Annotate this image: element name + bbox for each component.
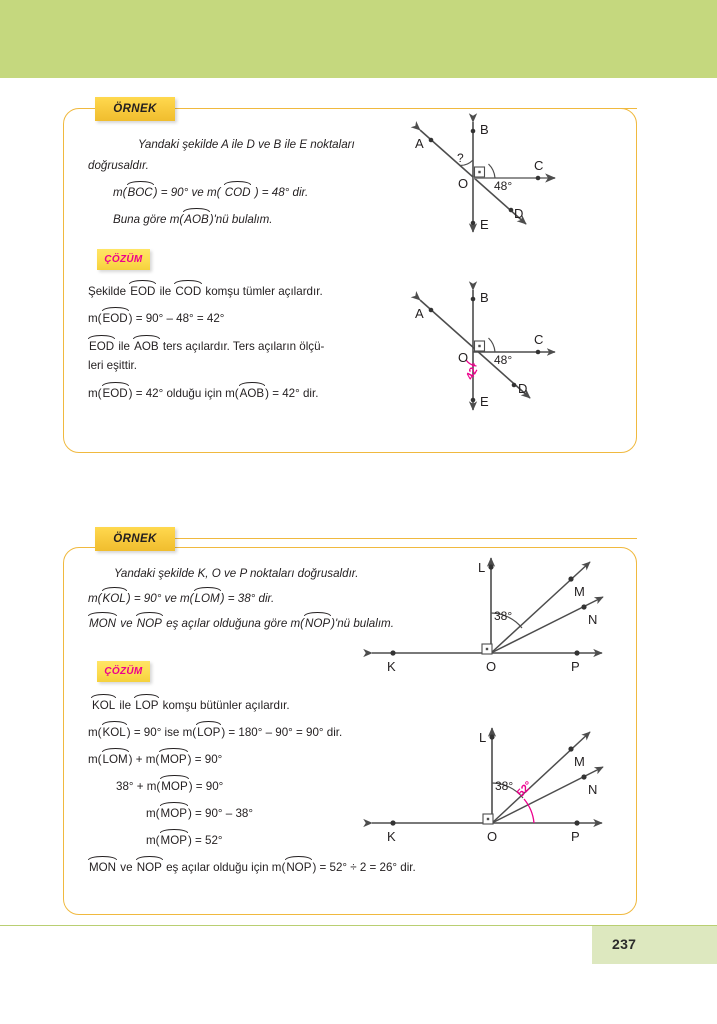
example-1-statement-line-4 bbox=[113, 212, 273, 227]
figure-2-label-a: A bbox=[415, 306, 424, 321]
arc-cod bbox=[489, 164, 496, 178]
angle-eod: EOD bbox=[89, 340, 115, 353]
figure-1-label-c: C bbox=[534, 158, 544, 173]
angle-boc: BOC bbox=[127, 186, 153, 199]
eq-mid: ) = 90° ve m( bbox=[153, 186, 224, 199]
example-1-statement-line-1 bbox=[138, 137, 355, 152]
eq-suffix: ters açılardır. Ters açıların ölçü- bbox=[159, 340, 325, 353]
ray-om bbox=[492, 732, 590, 823]
ray-on bbox=[491, 597, 603, 653]
angle-kol: KOL bbox=[92, 699, 116, 712]
figure-3-label-m: M bbox=[574, 584, 585, 599]
angle-mop: MOP bbox=[160, 834, 187, 847]
example-2-statement-line-1 bbox=[114, 566, 358, 581]
eq-prefix: Şekilde bbox=[88, 285, 130, 298]
page-header-band bbox=[0, 0, 717, 78]
example-1-badge-label: ÖRNEK bbox=[113, 103, 157, 115]
figure-4-angle-38: 38° bbox=[495, 779, 514, 793]
example-2-statement-text-1: Yandaki şekilde K, O ve P noktaları doğrusaldır. bbox=[114, 567, 359, 580]
figure-1-label-d: D bbox=[514, 206, 524, 221]
point-p bbox=[574, 820, 579, 825]
eq-suffix: ) = 42° dir. bbox=[265, 387, 319, 400]
angle-mon: MON bbox=[89, 617, 117, 630]
example-2-badge-label: ÖRNEK bbox=[113, 533, 157, 545]
eq-suffix: ) = 90° bbox=[188, 780, 224, 793]
page-number-box bbox=[592, 926, 717, 964]
point-e bbox=[471, 221, 476, 226]
point-a bbox=[429, 308, 434, 313]
angle-mop: MOP bbox=[161, 780, 188, 793]
angle-kol: KOL bbox=[102, 726, 126, 739]
eq-suffix: ) = 52° ÷ 2 = 26° dir. bbox=[312, 861, 416, 874]
ray-on bbox=[492, 767, 603, 823]
right-angle-dot bbox=[478, 171, 480, 173]
point-k bbox=[390, 650, 395, 655]
eq-suffix: )'nü bulalım. bbox=[209, 213, 273, 226]
figure-3 bbox=[362, 552, 612, 682]
eq-mid: ile bbox=[156, 285, 175, 298]
angle-lop: LOP bbox=[197, 726, 221, 739]
ray-om bbox=[491, 562, 590, 653]
figure-3-label-p: P bbox=[571, 659, 580, 674]
figure-3-angle-38: 38° bbox=[494, 609, 513, 623]
point-k bbox=[390, 820, 395, 825]
figure-4-label-o: O bbox=[487, 829, 498, 844]
eq-prefix: Buna göre m( bbox=[113, 213, 184, 226]
figure-3-label-l: L bbox=[478, 560, 486, 575]
figure-2-label-d: D bbox=[518, 381, 528, 396]
angle-nop-2: NOP bbox=[286, 861, 312, 874]
eq-suffix: ) = 38° dir. bbox=[220, 592, 275, 605]
figure-4-label-p: P bbox=[571, 829, 580, 844]
figure-1-label-a: A bbox=[415, 136, 424, 151]
eq-suffix: ) = 90° – 38° bbox=[187, 807, 253, 820]
right-angle-dot bbox=[478, 345, 480, 347]
solution-2-line-7 bbox=[88, 860, 416, 875]
angle-lom: LOM bbox=[102, 753, 128, 766]
angle-eod: EOD bbox=[102, 312, 128, 325]
figure-2-label-c: C bbox=[534, 332, 544, 347]
eq-prefix: m( bbox=[88, 387, 102, 400]
eq-suffix: komşu tümler açılardır. bbox=[202, 285, 323, 298]
eq-prefix: m( bbox=[88, 312, 102, 325]
point-m bbox=[568, 746, 573, 751]
eq-prefix: m( bbox=[88, 726, 102, 739]
figure-3-label-k: K bbox=[387, 659, 396, 674]
page-number: 237 bbox=[612, 936, 637, 952]
eq-prefix: m( bbox=[88, 753, 102, 766]
solution-1-line-1 bbox=[88, 284, 323, 299]
eq-mid: ) = 42° olduğu için m( bbox=[128, 387, 239, 400]
eq-mid: ) + m( bbox=[128, 753, 160, 766]
example-1-rule bbox=[175, 108, 637, 109]
solution-2-line-4 bbox=[116, 779, 223, 794]
figure-4-label-k: K bbox=[387, 829, 396, 844]
eq-suffix: )'nü bulalım. bbox=[331, 617, 394, 630]
figure-1-label-e: E bbox=[480, 217, 489, 232]
angle-aob: AOB bbox=[184, 213, 209, 226]
eq-mid: ) = 90° ve m( bbox=[126, 592, 194, 605]
figure-4-label-m: M bbox=[574, 754, 585, 769]
angle-nop-2: NOP bbox=[305, 617, 331, 630]
figure-1 bbox=[398, 112, 558, 247]
figure-2 bbox=[398, 278, 558, 428]
eq-mid-2: eş açılar olduğu için m( bbox=[162, 861, 286, 874]
solution-2-line-1 bbox=[91, 698, 290, 713]
eq-prefix: m( bbox=[88, 592, 102, 605]
figure-1-angle-48: 48° bbox=[494, 179, 513, 193]
point-b bbox=[471, 129, 476, 134]
angle-cod: COD bbox=[224, 186, 251, 199]
solution-1-line-5 bbox=[88, 386, 318, 401]
example-1-statement-text-1: Yandaki şekilde A ile D ve B ile E noktaları bbox=[138, 138, 355, 151]
angle-eod: EOD bbox=[130, 285, 156, 298]
figure-3-label-n: N bbox=[588, 612, 598, 627]
figure-2-label-o: O bbox=[458, 350, 469, 365]
point-e bbox=[471, 398, 476, 403]
right-angle-dot bbox=[487, 818, 489, 820]
point-d bbox=[509, 208, 514, 213]
solution-2-badge bbox=[97, 661, 150, 682]
example-2-badge bbox=[95, 527, 175, 551]
solution-2-line-3 bbox=[88, 752, 222, 767]
angle-eod: EOD bbox=[102, 387, 128, 400]
solution-2-line-6 bbox=[146, 833, 223, 848]
figure-2-label-e: E bbox=[480, 394, 489, 409]
example-1-badge bbox=[95, 97, 175, 121]
eq-suffix: ) = 52° bbox=[187, 834, 223, 847]
point-n bbox=[581, 774, 586, 779]
figure-1-label-o: O bbox=[458, 176, 469, 191]
eq-prefix: m( bbox=[146, 807, 160, 820]
point-a bbox=[429, 138, 434, 143]
eq-mid-2: eş açılar olduğuna göre m( bbox=[162, 617, 305, 630]
eq-mid: ) = 90° ise m( bbox=[126, 726, 197, 739]
angle-nop: NOP bbox=[136, 861, 162, 874]
example-2-statement-line-3 bbox=[88, 616, 394, 631]
eq-prefix: m( bbox=[113, 186, 127, 199]
angle-kol: KOL bbox=[102, 592, 126, 605]
point-m bbox=[568, 576, 573, 581]
eq-mid: ile bbox=[116, 699, 135, 712]
solution-1-line-4 bbox=[88, 358, 137, 373]
example-1-statement-text-2: doğrusaldır. bbox=[88, 159, 149, 172]
figure-2-label-b: B bbox=[480, 290, 489, 305]
point-c bbox=[536, 176, 541, 181]
solution-2-line-2 bbox=[88, 725, 342, 740]
angle-mop: MOP bbox=[160, 753, 187, 766]
point-n bbox=[581, 604, 586, 609]
figure-1-label-b: B bbox=[480, 122, 489, 137]
figure-3-label-o: O bbox=[486, 659, 497, 674]
figure-4-angle-52: 52° bbox=[514, 779, 535, 800]
right-angle-dot bbox=[486, 648, 488, 650]
figure-4-label-l: L bbox=[479, 730, 487, 745]
solution-1-badge-label: ÇÖZÜM bbox=[104, 254, 143, 265]
angle-lop: LOP bbox=[135, 699, 159, 712]
angle-nop: NOP bbox=[136, 617, 162, 630]
eq-suffix: ) = 180° – 90° = 90° dir. bbox=[221, 726, 343, 739]
angle-cod: COD bbox=[175, 285, 202, 298]
point-l bbox=[488, 564, 493, 569]
eq-suffix: ) = 90° bbox=[187, 753, 223, 766]
example-2-rule bbox=[175, 538, 637, 539]
solution-1-line-2 bbox=[88, 311, 224, 326]
angle-lom: LOM bbox=[194, 592, 220, 605]
eq-suffix: ) = 48° dir. bbox=[251, 186, 309, 199]
point-l bbox=[489, 734, 494, 739]
point-p bbox=[574, 650, 579, 655]
angle-aob: AOB bbox=[134, 340, 159, 353]
eq-mid: ile bbox=[115, 340, 134, 353]
eq-suffix: ) = 90° – 48° = 42° bbox=[128, 312, 225, 325]
eq-prefix: m( bbox=[146, 834, 160, 847]
figure-1-angle-unknown: ? bbox=[457, 151, 464, 165]
eq-text: leri eşittir. bbox=[88, 359, 137, 372]
example-1-statement-line-3 bbox=[113, 185, 308, 200]
solution-1-line-3 bbox=[88, 339, 324, 354]
eq-suffix: komşu bütünler açılardır. bbox=[159, 699, 290, 712]
point-d bbox=[512, 383, 517, 388]
angle-aob: AOB bbox=[239, 387, 265, 400]
example-1-statement-line-2 bbox=[88, 158, 149, 173]
figure-4-label-n: N bbox=[588, 782, 598, 797]
figure-2-angle-42: 42° bbox=[463, 361, 483, 382]
point-b bbox=[471, 297, 476, 302]
point-c bbox=[536, 350, 541, 355]
figure-2-angle-48: 48° bbox=[494, 353, 513, 367]
solution-2-badge-label: ÇÖZÜM bbox=[104, 666, 143, 677]
eq-mid: ve bbox=[117, 861, 136, 874]
arc-cod bbox=[489, 338, 496, 352]
eq-mid: ve bbox=[117, 617, 136, 630]
example-2-statement-line-2 bbox=[88, 591, 274, 606]
figure-4 bbox=[362, 722, 612, 852]
angle-mop: MOP bbox=[160, 807, 187, 820]
solution-2-line-5 bbox=[146, 806, 253, 821]
eq-prefix: 38° + m( bbox=[116, 780, 161, 793]
angle-mon: MON bbox=[89, 861, 117, 874]
solution-1-badge bbox=[97, 249, 150, 270]
